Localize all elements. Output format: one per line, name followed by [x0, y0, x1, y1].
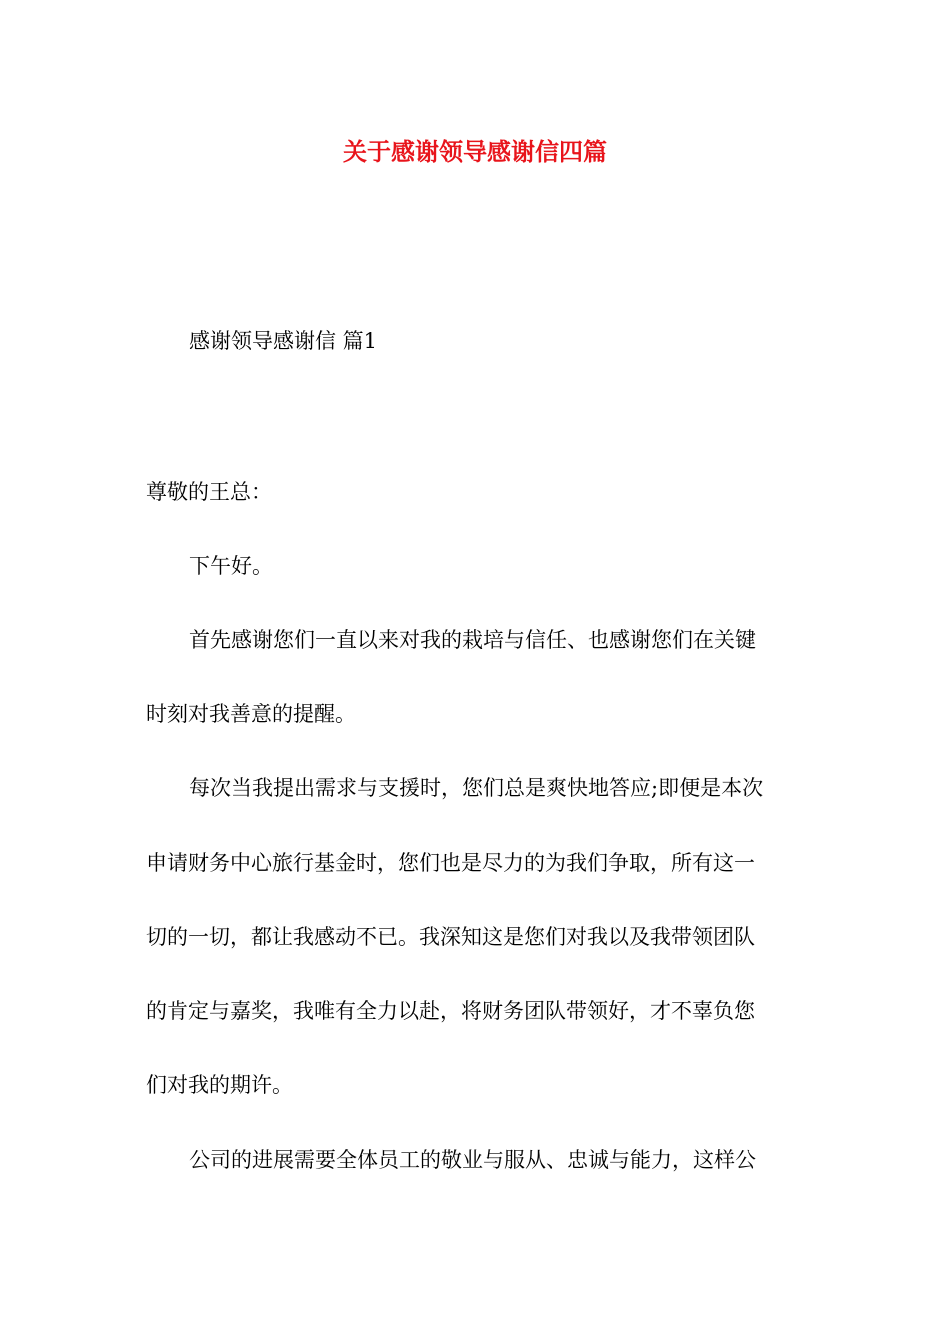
- paragraph-line: 每次当我提出需求与支援时，您们总是爽快地答应;即便是本次: [189, 776, 764, 800]
- paragraph-line: 切的一切，都让我感动不已。我深知这是您们对我以及我带领团队: [146, 925, 755, 949]
- section-heading: 感谢领导感谢信 篇1: [189, 329, 378, 353]
- paragraph-line: 申请财务中心旅行基金时，您们也是尽力的为我们争取，所有这一: [146, 851, 755, 875]
- paragraph-line: 时刻对我善意的提醒。: [146, 702, 356, 726]
- paragraph-line: 们对我的期许。: [146, 1073, 293, 1097]
- document-title: 关于感谢领导感谢信四篇: [343, 137, 607, 166]
- paragraph-line: 的肯定与嘉奖，我唯有全力以赴，将财务团队带领好，才不辜负您: [146, 999, 755, 1023]
- greeting-line: 下午好。: [189, 554, 273, 578]
- salutation: 尊敬的王总：: [146, 480, 272, 504]
- paragraph-line: 公司的进展需要全体员工的敬业与服从、忠诚与能力，这样公: [189, 1148, 756, 1172]
- paragraph-line: 首先感谢您们一直以来对我的栽培与信任、也感谢您们在关键: [189, 628, 756, 652]
